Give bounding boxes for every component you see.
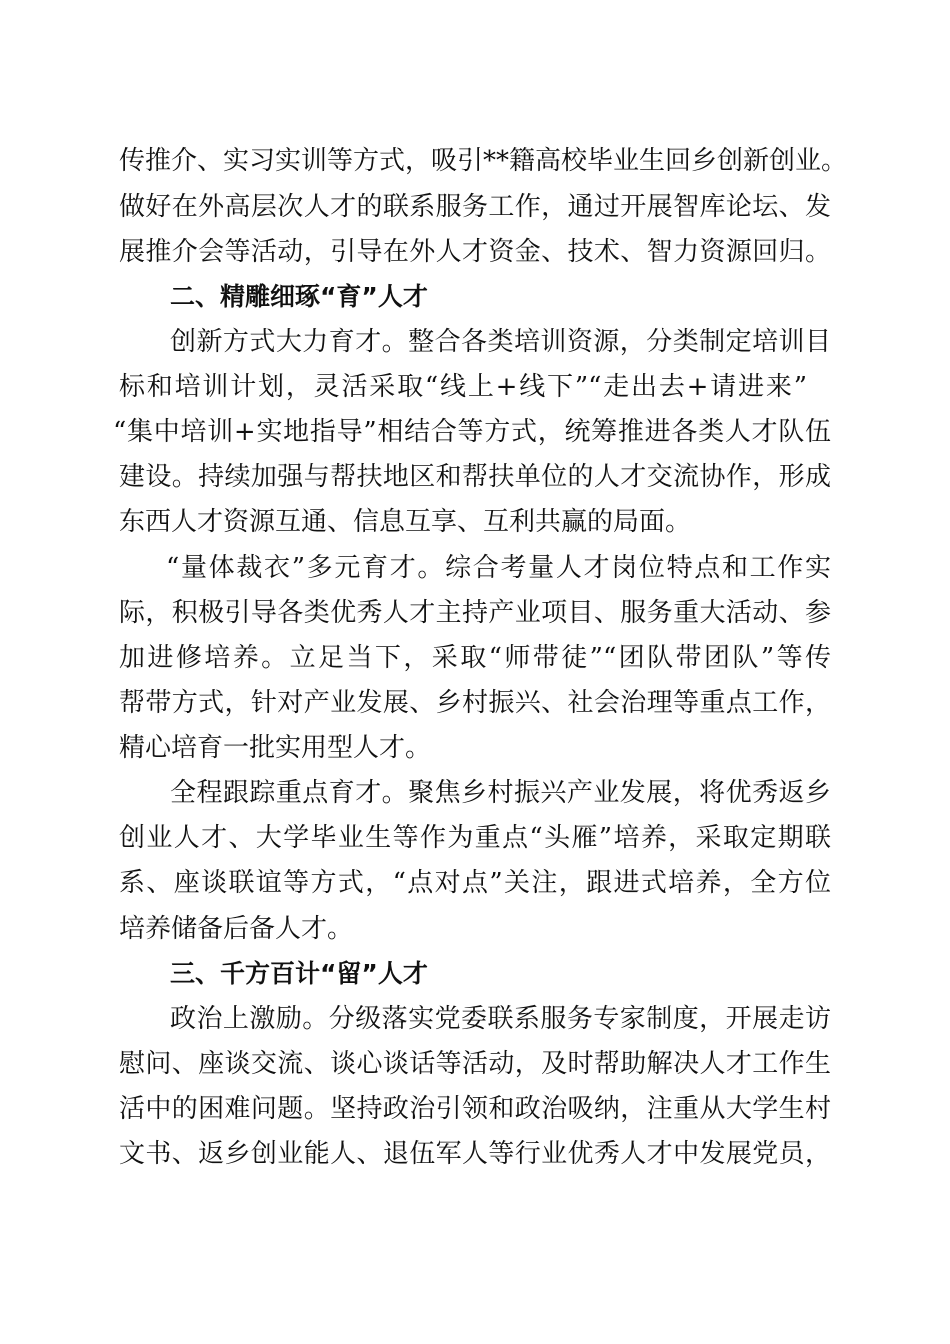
body-line: 际，积极引导各类优秀人才主持产业项目、服务重大活动、参 bbox=[119, 598, 831, 628]
body-line: 标和培训计划，灵活采取“线上+线下”“走出去+请进来” bbox=[119, 372, 807, 402]
body-line: 东西人才资源互通、信息互享、互利共赢的局面。 bbox=[119, 507, 692, 537]
body-line: 慰问、座谈交流、谈心谈话等活动，及时帮助解决人才工作生 bbox=[119, 1049, 831, 1079]
paragraph-first-line: 政治上激励。分级落实党委联系服务专家制度，开展走访 bbox=[170, 1004, 831, 1034]
body-line: 展推介会等活动，引导在外人才资金、技术、智力资源回归。 bbox=[119, 237, 831, 267]
body-line: 文书、返乡创业能人、退伍军人等行业优秀人才中发展党员， bbox=[119, 1139, 831, 1169]
section-heading-3: 三、千方百计“留”人才 bbox=[170, 959, 428, 988]
paragraph-first-line: 创新方式大力育才。整合各类培训资源，分类制定培训目 bbox=[170, 327, 831, 357]
body-line: 建设。持续加强与帮扶地区和帮扶单位的人才交流协作，形成 bbox=[119, 462, 831, 492]
body-line: 做好在外高层次人才的联系服务工作，通过开展智库论坛、发 bbox=[119, 192, 831, 222]
paragraph-first-line: 全程跟踪重点育才。聚焦乡村振兴产业发展，将优秀返乡 bbox=[170, 778, 831, 808]
body-line: 培养储备后备人才。 bbox=[119, 914, 354, 944]
section-heading-2: 二、精雕细琢“育”人才 bbox=[170, 282, 428, 311]
body-line: 创业人才、大学毕业生等作为重点“头雁”培养，采取定期联 bbox=[119, 823, 831, 853]
body-line: 加进修培养。立足当下，采取“师带徒”“团队带团队”等传 bbox=[119, 643, 831, 673]
body-line: 帮带方式，针对产业发展、乡村振兴、社会治理等重点工作， bbox=[119, 688, 831, 718]
paragraph-first-line: “量体裁衣”多元育才。综合考量人才岗位特点和工作实 bbox=[166, 553, 831, 583]
body-line: “集中培训+实地指导”相结合等方式，统筹推进各类人才队伍 bbox=[113, 417, 831, 447]
body-line: 精心培育一批实用型人才。 bbox=[119, 733, 432, 763]
body-line: 传推介、实习实训等方式，吸引**籍高校毕业生回乡创新创业。 bbox=[119, 146, 848, 176]
body-line: 活中的困难问题。坚持政治引领和政治吸纳，注重从大学生村 bbox=[119, 1094, 831, 1124]
body-line: 系、座谈联谊等方式，“点对点”关注，跟进式培养，全方位 bbox=[119, 868, 831, 898]
